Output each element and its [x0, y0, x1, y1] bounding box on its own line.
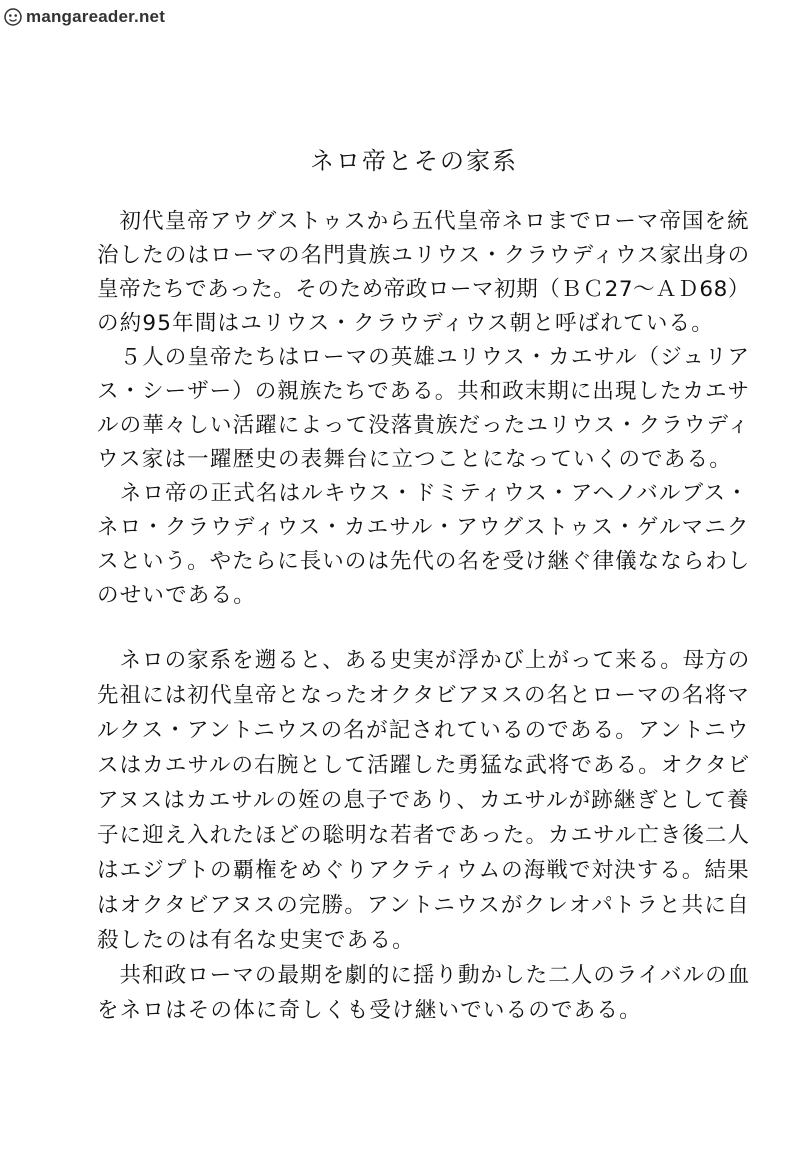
- watermark-text: mangareader.net: [26, 7, 166, 26]
- paragraph-line: 先祖には初代皇帝となったオクタビアヌスの名とローマの名将マ: [97, 683, 750, 708]
- page-title: ネロ帝とその家系: [310, 147, 518, 175]
- paragraph-line: スはカエサルの右腕として活躍した勇猛な武将である。オクタビ: [97, 753, 751, 778]
- paragraph-line: をネロはその体に奇しくも受け継いでいるのである。: [97, 998, 642, 1023]
- paragraph-line: ルクス・アントニウスの名が記されているのである。アントニウ: [97, 718, 750, 743]
- paragraph-line: はエジプトの覇権をめぐりアクティウムの海戦で対決する。結果: [97, 858, 750, 883]
- paragraph-line: 子に迎え入れたほどの聡明な若者であった。カエサル亡き後二人: [97, 823, 751, 848]
- paragraph-line: ５人の皇帝たちはローマの英雄ユリウス・カエサル（ジュリア: [97, 345, 751, 370]
- paragraph-line: ネロの家系を遡ると、ある史実が浮かび上がって来る。母方の: [97, 648, 751, 673]
- paragraph-line: アヌスはカエサルの姪の息子であり、カエサルが跡継ぎとして養: [97, 788, 750, 813]
- paragraph-line: 共和政ローマの最期を劇的に揺り動かした二人のライバルの血: [97, 963, 751, 988]
- paragraph-line: の約95年間はユリウス・クラウディウス朝と呼ばれている。: [97, 311, 714, 336]
- paragraph-line: のせいである。: [97, 583, 256, 608]
- mascot-icon: [4, 8, 22, 26]
- paragraph-line: 殺したのは有名な史実である。: [97, 928, 415, 953]
- paragraph-line: ネロ・クラウディウス・カエサル・アウグストゥス・ゲルマニク: [97, 515, 750, 540]
- paragraph-line: はオクタビアヌスの完勝。アントニウスがクレオパトラと共に自: [97, 893, 750, 918]
- paragraph-line: ルの華々しい活躍によって没落貴族だったユリウス・クラウディ: [97, 413, 750, 438]
- paragraph-line: ウス家は一躍歴史の表舞台に立つことになっていくのである。: [97, 447, 732, 472]
- paragraph-line: ネロ帝の正式名はルキウス・ドミティウス・アヘノバルブス・: [97, 481, 749, 506]
- paragraph-line: 初代皇帝アウグストゥスから五代皇帝ネロまでローマ帝国を統: [97, 209, 750, 234]
- paragraph-line: 皇帝たちであった。そのため帝政ローマ初期（ＢＣ27〜ＡＤ68）: [97, 277, 750, 302]
- paragraph-line: 治したのはローマの名門貴族ユリウス・クラウディウス家出身の: [97, 243, 751, 268]
- paragraph-line: ス・シーザー）の親族たちである。共和政末期に出現したカエサ: [97, 379, 751, 404]
- paragraph-line: スという。やたらに長いのは先代の名を受け継ぐ律儀なならわし: [97, 549, 751, 574]
- watermark: [4, 6, 165, 28]
